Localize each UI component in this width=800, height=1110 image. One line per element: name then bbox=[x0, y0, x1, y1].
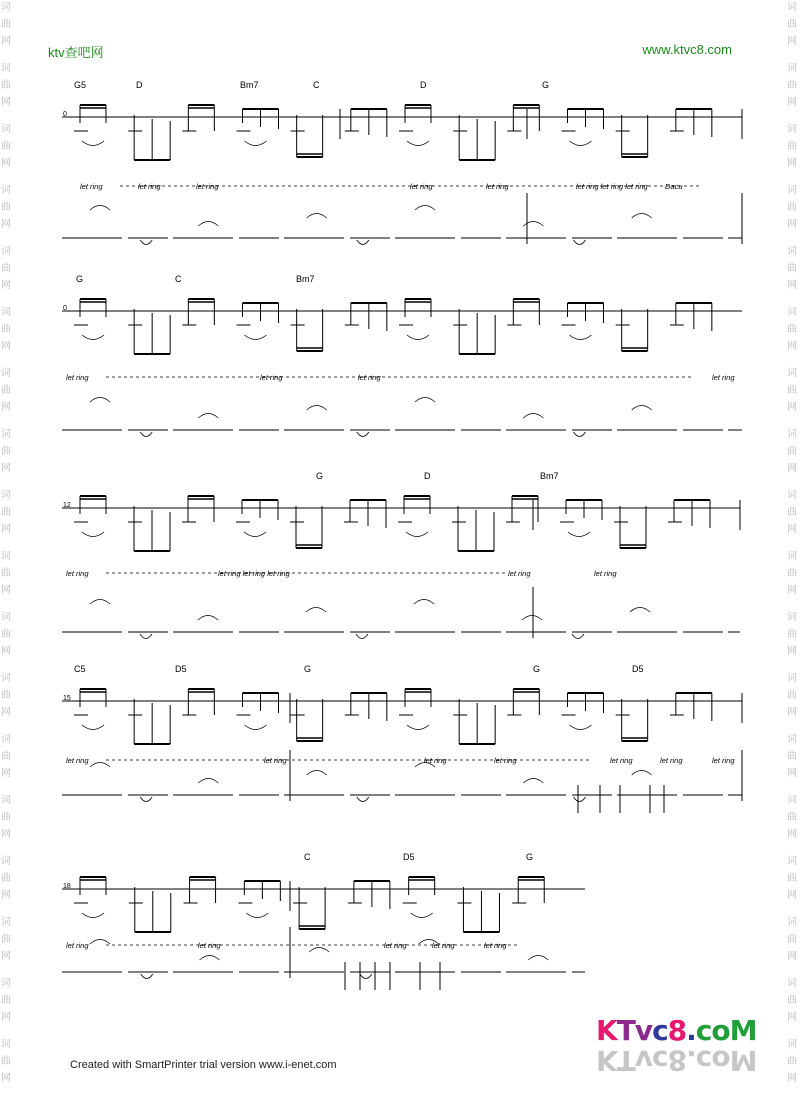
watermark-glyph: 网 bbox=[787, 890, 797, 901]
watermark-glyph: 词 bbox=[787, 795, 797, 806]
watermark-glyph: 网 bbox=[1, 951, 11, 962]
watermark-glyph: 曲 bbox=[1, 1056, 11, 1067]
chord-symbol: C bbox=[304, 852, 311, 862]
let-ring-marking: let ring bbox=[508, 569, 531, 578]
tab-arc bbox=[415, 398, 435, 403]
watermark-glyph: 网 bbox=[787, 829, 797, 840]
chord-symbol: Bm7 bbox=[540, 471, 559, 481]
watermark-glyph: 网 bbox=[787, 768, 797, 779]
measure-number: 15 bbox=[63, 695, 71, 702]
tab-arc bbox=[198, 779, 218, 784]
tab-arc bbox=[90, 600, 110, 605]
watermark-glyph: 词 bbox=[787, 246, 797, 257]
watermark-glyph: 曲 bbox=[787, 385, 797, 396]
watermark-glyph: 曲 bbox=[1, 507, 11, 518]
watermark-glyph: 曲 bbox=[787, 19, 797, 30]
tab-arc bbox=[630, 608, 650, 613]
chord-symbol: D bbox=[424, 471, 431, 481]
watermark-glyph: 词 bbox=[1, 917, 11, 928]
chord-symbol: D5 bbox=[175, 664, 187, 674]
tab-tie bbox=[574, 797, 586, 802]
watermark-glyph: 词 bbox=[787, 307, 797, 318]
logo-letter-k: K bbox=[596, 1014, 617, 1047]
let-ring-marking: Dacu bbox=[665, 182, 683, 191]
chord-symbol: G bbox=[304, 664, 312, 674]
logo-dot: . bbox=[686, 1014, 696, 1047]
watermark-glyph: 曲 bbox=[787, 873, 797, 884]
watermark-glyph: 网 bbox=[787, 524, 797, 535]
let-ring-marking: let ring bbox=[410, 182, 433, 191]
let-ring-marking: let ring bbox=[260, 373, 283, 382]
tab-tie bbox=[140, 432, 152, 437]
watermark-glyph: 曲 bbox=[787, 568, 797, 579]
watermark-glyph: 词 bbox=[787, 2, 797, 13]
watermark-glyph: 曲 bbox=[787, 934, 797, 945]
tab-arc bbox=[523, 414, 543, 419]
watermark-glyph: 词 bbox=[1, 551, 11, 562]
tab-arc bbox=[415, 206, 435, 211]
watermark-glyph: 词 bbox=[787, 612, 797, 623]
watermark-glyph: 曲 bbox=[1, 873, 11, 884]
tie bbox=[244, 532, 266, 537]
tab-arc bbox=[307, 771, 327, 776]
measure-number: 0 bbox=[63, 305, 67, 312]
let-ring-marking: let ring bbox=[594, 569, 617, 578]
watermark-glyph: 网 bbox=[787, 280, 797, 291]
watermark-glyph: 词 bbox=[787, 673, 797, 684]
watermark-glyph: 曲 bbox=[1, 141, 11, 152]
watermark-glyph: 词 bbox=[1, 734, 11, 745]
logo-letter-c: c bbox=[652, 1014, 668, 1047]
watermark-glyph: 网 bbox=[787, 463, 797, 474]
tab-arc bbox=[90, 398, 110, 403]
watermark-glyph: 词 bbox=[787, 429, 797, 440]
watermark-glyph: 词 bbox=[1, 429, 11, 440]
tie bbox=[82, 335, 104, 340]
watermark-glyph: 词 bbox=[787, 978, 797, 989]
let-ring-marking: let ring bbox=[712, 373, 735, 382]
watermark-glyph: 曲 bbox=[787, 80, 797, 91]
watermark-glyph: 曲 bbox=[787, 690, 797, 701]
watermark-glyph: 曲 bbox=[787, 751, 797, 762]
watermark-glyph: 网 bbox=[1, 463, 11, 474]
tie bbox=[407, 725, 429, 730]
watermark-glyph: 曲 bbox=[1, 751, 11, 762]
watermark-glyph: 网 bbox=[787, 158, 797, 169]
tab-arc bbox=[198, 616, 218, 621]
watermark-glyph: 词 bbox=[1, 856, 11, 867]
tab-arc bbox=[200, 956, 220, 961]
logo-reflection: KTvc8.coM bbox=[596, 1044, 757, 1077]
watermark-glyph: 网 bbox=[787, 341, 797, 352]
tab-arc bbox=[90, 940, 110, 945]
tab-arc bbox=[90, 206, 110, 211]
watermark-glyph: 曲 bbox=[1, 812, 11, 823]
watermark-glyph: 曲 bbox=[787, 995, 797, 1006]
watermark-glyph: 词 bbox=[1, 795, 11, 806]
tab-tie bbox=[141, 974, 153, 979]
watermark-glyph: 网 bbox=[1, 585, 11, 596]
let-ring-marking: let ring bbox=[198, 941, 221, 950]
watermark-glyph: 曲 bbox=[787, 263, 797, 274]
watermark-glyph: 曲 bbox=[787, 446, 797, 457]
let-ring-marking: let ring bbox=[264, 756, 287, 765]
tie bbox=[245, 725, 267, 730]
chord-symbol: D5 bbox=[632, 664, 644, 674]
tab-arc bbox=[523, 222, 543, 227]
tab-arc bbox=[198, 414, 218, 419]
chord-symbol: Bm7 bbox=[296, 274, 315, 284]
let-ring-marking: let ring bbox=[80, 182, 103, 191]
watermark-glyph: 词 bbox=[787, 124, 797, 135]
let-ring-marking: let ring bbox=[66, 569, 89, 578]
tie bbox=[411, 913, 433, 918]
footer-credit: Created with SmartPrinter trial version www.i-enet.com bbox=[70, 1059, 337, 1071]
let-ring-marking: let ring let ring let ring bbox=[218, 569, 290, 578]
watermark-glyph: 网 bbox=[787, 1073, 797, 1084]
tab-arc bbox=[307, 214, 327, 219]
watermark-glyph: 网 bbox=[1, 341, 11, 352]
watermark-glyph: 曲 bbox=[1, 934, 11, 945]
watermark-glyph: 词 bbox=[1, 490, 11, 501]
watermark-glyph: 网 bbox=[1, 280, 11, 291]
watermark-glyph: 词 bbox=[787, 734, 797, 745]
tie bbox=[246, 913, 268, 918]
logo-letters-com: coM bbox=[695, 1014, 757, 1047]
tab-arc bbox=[306, 608, 326, 613]
tie bbox=[245, 141, 267, 146]
watermark-glyph: 曲 bbox=[1, 19, 11, 30]
watermark-glyph: 网 bbox=[1, 158, 11, 169]
tie bbox=[406, 532, 428, 537]
tie bbox=[82, 913, 104, 918]
tab-tie bbox=[574, 432, 586, 437]
tab-arc bbox=[307, 406, 327, 411]
tab-arc bbox=[632, 771, 652, 776]
watermark-glyph: 网 bbox=[1, 768, 11, 779]
tab-arc bbox=[528, 956, 548, 961]
watermark-glyph: 曲 bbox=[1, 629, 11, 640]
watermark-glyph: 词 bbox=[787, 551, 797, 562]
let-ring-marking: let ring bbox=[484, 941, 507, 950]
chord-symbol: C5 bbox=[74, 664, 86, 674]
watermark-glyph: 曲 bbox=[1, 324, 11, 335]
watermark-glyph: 网 bbox=[787, 36, 797, 47]
chord-symbol: G bbox=[76, 274, 84, 284]
logo-letters-tv: Tv bbox=[616, 1014, 653, 1047]
measure-number: 12 bbox=[63, 502, 71, 509]
watermark-glyph: 曲 bbox=[1, 202, 11, 213]
chord-symbol: G bbox=[526, 852, 534, 862]
chord-symbol: D bbox=[420, 80, 427, 90]
watermark-glyph: 词 bbox=[1, 185, 11, 196]
watermark-glyph: 词 bbox=[1, 978, 11, 989]
watermark-glyph: 网 bbox=[1, 829, 11, 840]
watermark-glyph: 网 bbox=[787, 585, 797, 596]
tab-tie bbox=[356, 634, 368, 639]
tie bbox=[568, 532, 590, 537]
tab-arc bbox=[632, 214, 652, 219]
tab-arc bbox=[522, 616, 542, 621]
site-name-header[interactable]: ktv查吧网 bbox=[48, 45, 104, 60]
logo-text bbox=[596, 1014, 757, 1047]
chord-symbol: G bbox=[542, 80, 550, 90]
watermark-glyph: 网 bbox=[1, 524, 11, 535]
watermark-glyph: 词 bbox=[1, 612, 11, 623]
tab-arc bbox=[198, 222, 218, 227]
tab-tie bbox=[140, 797, 152, 802]
let-ring-marking: let ring bbox=[660, 756, 683, 765]
let-ring-marking: let ring let ring let ring bbox=[576, 182, 648, 191]
tab-tie bbox=[572, 634, 584, 639]
let-ring-marking: let ring bbox=[712, 756, 735, 765]
chord-symbol: G bbox=[533, 664, 541, 674]
watermark-glyph: 曲 bbox=[787, 629, 797, 640]
tab-tie bbox=[360, 974, 372, 979]
watermark-glyph: 曲 bbox=[787, 812, 797, 823]
tie bbox=[82, 725, 104, 730]
tab-tie bbox=[357, 432, 369, 437]
watermark-glyph: 曲 bbox=[1, 446, 11, 457]
watermark-glyph: 词 bbox=[787, 490, 797, 501]
watermark-glyph: 网 bbox=[1, 219, 11, 230]
let-ring-marking: let ring bbox=[138, 182, 161, 191]
let-ring-marking: let ring bbox=[384, 941, 407, 950]
watermark-glyph: 词 bbox=[1, 124, 11, 135]
tie bbox=[570, 335, 592, 340]
watermark-glyph: 曲 bbox=[787, 324, 797, 335]
watermark-glyph: 词 bbox=[1, 307, 11, 318]
watermark-glyph: 词 bbox=[787, 917, 797, 928]
let-ring-marking: let ring bbox=[432, 941, 455, 950]
tab-arc bbox=[309, 948, 329, 953]
watermark-glyph: 词 bbox=[787, 63, 797, 74]
chord-symbol: C bbox=[313, 80, 320, 90]
let-ring-marking: let ring bbox=[196, 182, 219, 191]
chord-symbol: Bm7 bbox=[240, 80, 259, 90]
tab-arc bbox=[90, 763, 110, 768]
watermark-glyph: 网 bbox=[787, 402, 797, 413]
let-ring-marking: let ring bbox=[66, 941, 89, 950]
ktvc8-logo bbox=[596, 1014, 757, 1078]
watermark-glyph: 词 bbox=[787, 856, 797, 867]
watermark-glyph: 网 bbox=[1, 1012, 11, 1023]
watermark-glyph: 曲 bbox=[787, 1056, 797, 1067]
let-ring-marking: let ring bbox=[66, 373, 89, 382]
chord-symbol: D5 bbox=[403, 852, 415, 862]
chord-symbol: C bbox=[175, 274, 182, 284]
tie bbox=[245, 335, 267, 340]
watermark-glyph: 网 bbox=[787, 707, 797, 718]
watermark-glyph: 网 bbox=[1, 97, 11, 108]
watermark-glyph: 词 bbox=[787, 185, 797, 196]
tie bbox=[407, 335, 429, 340]
tie bbox=[82, 532, 104, 537]
watermark-glyph: 曲 bbox=[1, 385, 11, 396]
site-url-header[interactable]: www.ktvc8.com bbox=[642, 42, 732, 57]
watermark-glyph: 网 bbox=[1, 646, 11, 657]
watermark-glyph: 曲 bbox=[1, 263, 11, 274]
chord-symbol: D bbox=[136, 80, 143, 90]
watermark-glyph: 词 bbox=[1, 2, 11, 13]
watermark-glyph: 词 bbox=[1, 63, 11, 74]
tab-tie bbox=[140, 634, 152, 639]
measure-number: 18 bbox=[63, 883, 71, 890]
tab-arc bbox=[632, 406, 652, 411]
let-ring-marking: let ring bbox=[486, 182, 509, 191]
chord-symbol: G bbox=[316, 471, 324, 481]
watermark-glyph: 网 bbox=[787, 951, 797, 962]
measure-number: 0 bbox=[63, 111, 67, 118]
watermark-glyph: 曲 bbox=[1, 995, 11, 1006]
watermark-glyph: 词 bbox=[1, 368, 11, 379]
watermark-glyph: 网 bbox=[787, 219, 797, 230]
watermark-glyph: 曲 bbox=[1, 568, 11, 579]
watermark-glyph: 网 bbox=[787, 97, 797, 108]
watermark-glyph: 曲 bbox=[1, 80, 11, 91]
tie bbox=[570, 725, 592, 730]
tie bbox=[407, 141, 429, 146]
let-ring-marking: let ring bbox=[66, 756, 89, 765]
watermark-glyph: 网 bbox=[787, 1012, 797, 1023]
tab-tie bbox=[140, 240, 152, 245]
watermark-glyph: 词 bbox=[1, 1039, 11, 1050]
let-ring-marking: let ring bbox=[358, 373, 381, 382]
watermark-glyph: 曲 bbox=[787, 202, 797, 213]
watermark-glyph: 网 bbox=[787, 646, 797, 657]
watermark-glyph: 词 bbox=[787, 368, 797, 379]
logo-digit-8: 8 bbox=[667, 1014, 687, 1047]
tab-tie bbox=[357, 797, 369, 802]
let-ring-marking: let ring bbox=[424, 756, 447, 765]
tie bbox=[82, 141, 104, 146]
watermark-glyph: 网 bbox=[1, 1073, 11, 1084]
watermark-glyph: 曲 bbox=[787, 141, 797, 152]
watermark-glyph: 曲 bbox=[787, 507, 797, 518]
tab-tie bbox=[357, 240, 369, 245]
chord-symbol: G5 bbox=[74, 80, 87, 90]
tab-tie bbox=[574, 240, 586, 245]
watermark-glyph: 曲 bbox=[1, 690, 11, 701]
watermark-glyph: 网 bbox=[1, 707, 11, 718]
tie bbox=[570, 141, 592, 146]
let-ring-marking: let ring bbox=[494, 756, 517, 765]
watermark-glyph: 词 bbox=[1, 246, 11, 257]
watermark-glyph: 网 bbox=[1, 36, 11, 47]
watermark-glyph: 网 bbox=[1, 402, 11, 413]
watermark-glyph: 网 bbox=[1, 890, 11, 901]
let-ring-marking: let ring bbox=[610, 756, 633, 765]
tab-arc bbox=[414, 600, 434, 605]
watermark-glyph: 词 bbox=[1, 673, 11, 684]
watermark-glyph: 词 bbox=[787, 1039, 797, 1050]
tab-arc bbox=[523, 779, 543, 784]
